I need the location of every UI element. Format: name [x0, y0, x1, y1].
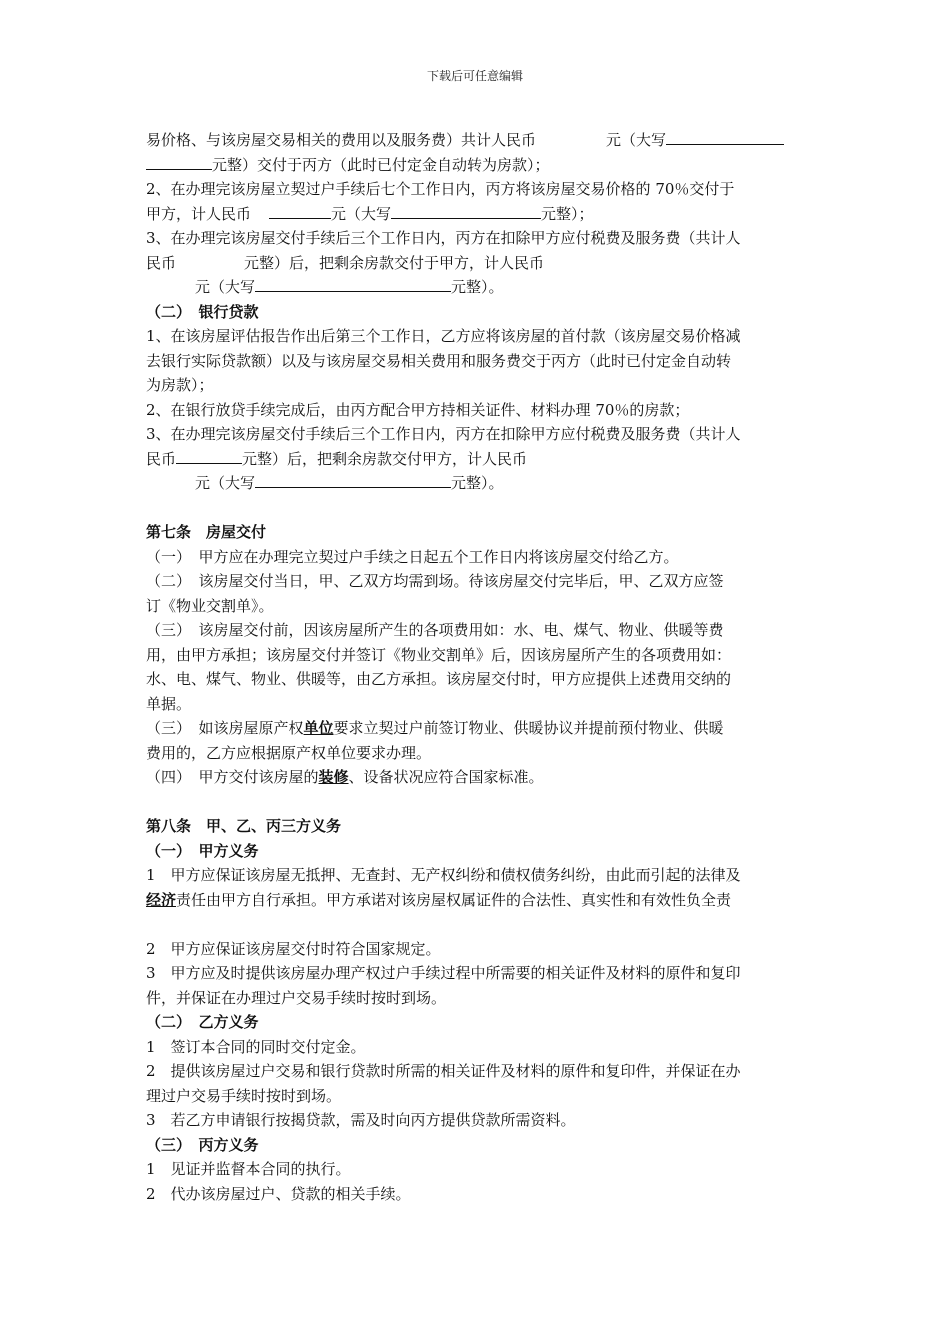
paragraph: 易价格、与该房屋交易相关的费用以及服务费）共计人民币 元（大写 — [146, 128, 818, 153]
paragraph: 甲方，计人民币 元（大写 元整）； — [146, 204, 594, 223]
paragraph: （二） 该房屋交付当日，甲、乙双方均需到场。待该房屋交付完毕后，甲、乙双方应签 — [146, 572, 724, 590]
paragraph: 经济责任由甲方自行承担。甲方承诺对该房屋权属证件的合法性、真实性和有效性负全责 — [146, 890, 732, 909]
paragraph: 2 代办该房屋过户、贷款的相关手续。 — [146, 1184, 411, 1203]
section-heading: （三） 丙方义务 — [146, 1135, 259, 1154]
paragraph: 2 提供该房屋过户交易和银行贷款时所需的相关证件及材料的原件和复印件，并保证在办 — [146, 1062, 741, 1080]
article-title: 第八条 甲、乙、丙三方义务 — [146, 817, 342, 835]
paragraph: 1、在该房屋评估报告作出后第三个工作日，乙方应将该房屋的首付款（该房屋交易价格减 — [146, 327, 741, 345]
paragraph: 1 签订本合同的同时交付定金。 — [146, 1037, 366, 1056]
paragraph: 元（大写 元整）。 — [195, 278, 504, 296]
paragraph: 2、在办理完该房屋立契过户手续后七个工作日内，丙方将该房屋交易价格的 70％交付于 — [146, 180, 735, 198]
underlined-term: 单位 — [303, 719, 334, 737]
article-title: 第七条 房屋交付 — [146, 523, 267, 541]
paragraph: 去银行实际贷款额）以及与该房屋交易相关费用和服务费交于丙方（此时已付定金自动转 — [146, 351, 732, 370]
paragraph: 元（大写 元整）。 — [195, 474, 504, 492]
paragraph: （四） 甲方交付该房屋的装修、设备状况应符合国家标准。 — [146, 768, 544, 786]
section-heading: （二） 乙方义务 — [146, 1013, 259, 1031]
paragraph: 单据。 — [146, 694, 192, 713]
section-heading: （一） 甲方义务 — [146, 841, 259, 860]
paragraph: 2 甲方应保证该房屋交付时符合国家规定。 — [146, 939, 441, 958]
paragraph: 3 甲方应及时提供该房屋办理产权过户手续过程中所需要的相关证件及材料的原件和复印 — [146, 964, 741, 982]
paragraph: 民币 元整）后，把剩余房款交付甲方，计人民币 — [146, 449, 528, 468]
paragraph: 为房款）； — [146, 376, 214, 394]
paragraph: 元整）交付于丙方（此时已付定金自动转为房款）； — [146, 153, 818, 178]
paragraph: 3、在办理完该房屋交付手续后三个工作日内，丙方在扣除甲方应付税费及服务费（共计人 — [146, 229, 741, 247]
paragraph: 1 甲方应保证该房屋无抵押、无查封、无产权纠纷和债权债务纠纷，由此而引起的法律及 — [146, 866, 741, 884]
page-header: 下载后可任意编辑 — [426, 69, 523, 83]
paragraph: 水、电、煤气、物业、供暖等，由乙方承担。该房屋交付时，甲方应提供上述费用交纳的 — [146, 670, 732, 688]
paragraph: 理过户交易手续时按时到场。 — [146, 1086, 342, 1105]
paragraph: 2、在银行放贷手续完成后，由丙方配合甲方持相关证件、材料办理 70％的房款； — [146, 400, 690, 419]
paragraph: 1 见证并监督本合同的执行。 — [146, 1160, 351, 1178]
paragraph: 3 若乙方申请银行按揭贷款，需及时向丙方提供贷款所需资料。 — [146, 1111, 576, 1129]
paragraph: （三） 如该房屋原产权单位要求立契过户前签订物业、供暖协议并提前预付物业、供暖 — [146, 719, 724, 737]
paragraph: 件，并保证在办理过户交易手续时按时到场。 — [146, 988, 447, 1007]
underlined-term: 经济 — [146, 890, 177, 909]
paragraph: 费用的，乙方应根据原产权单位要求办理。 — [146, 743, 432, 762]
section-heading: （二） 银行贷款 — [146, 302, 259, 321]
paragraph: 民币 元整）后，把剩余房款交付于甲方，计人民币 — [146, 253, 545, 272]
document-body — [146, 128, 818, 1206]
paragraph: （三） 该房屋交付前，因该房屋所产生的各项费用如：水、电、煤气、物业、供暖等费 — [146, 621, 724, 639]
paragraph: （一） 甲方应在办理完立契过户手续之日起五个工作日内将该房屋交付给乙方。 — [146, 547, 679, 566]
paragraph: 3、在办理完该房屋交付手续后三个工作日内，丙方在扣除甲方应付税费及服务费（共计人 — [146, 425, 741, 443]
paragraph: 用，由甲方承担；该房屋交付并签订《物业交割单》后，因该房屋所产生的各项费用如： — [146, 645, 732, 664]
paragraph: 订《物业交割单》。 — [146, 596, 274, 615]
underlined-term: 装修 — [318, 768, 349, 786]
